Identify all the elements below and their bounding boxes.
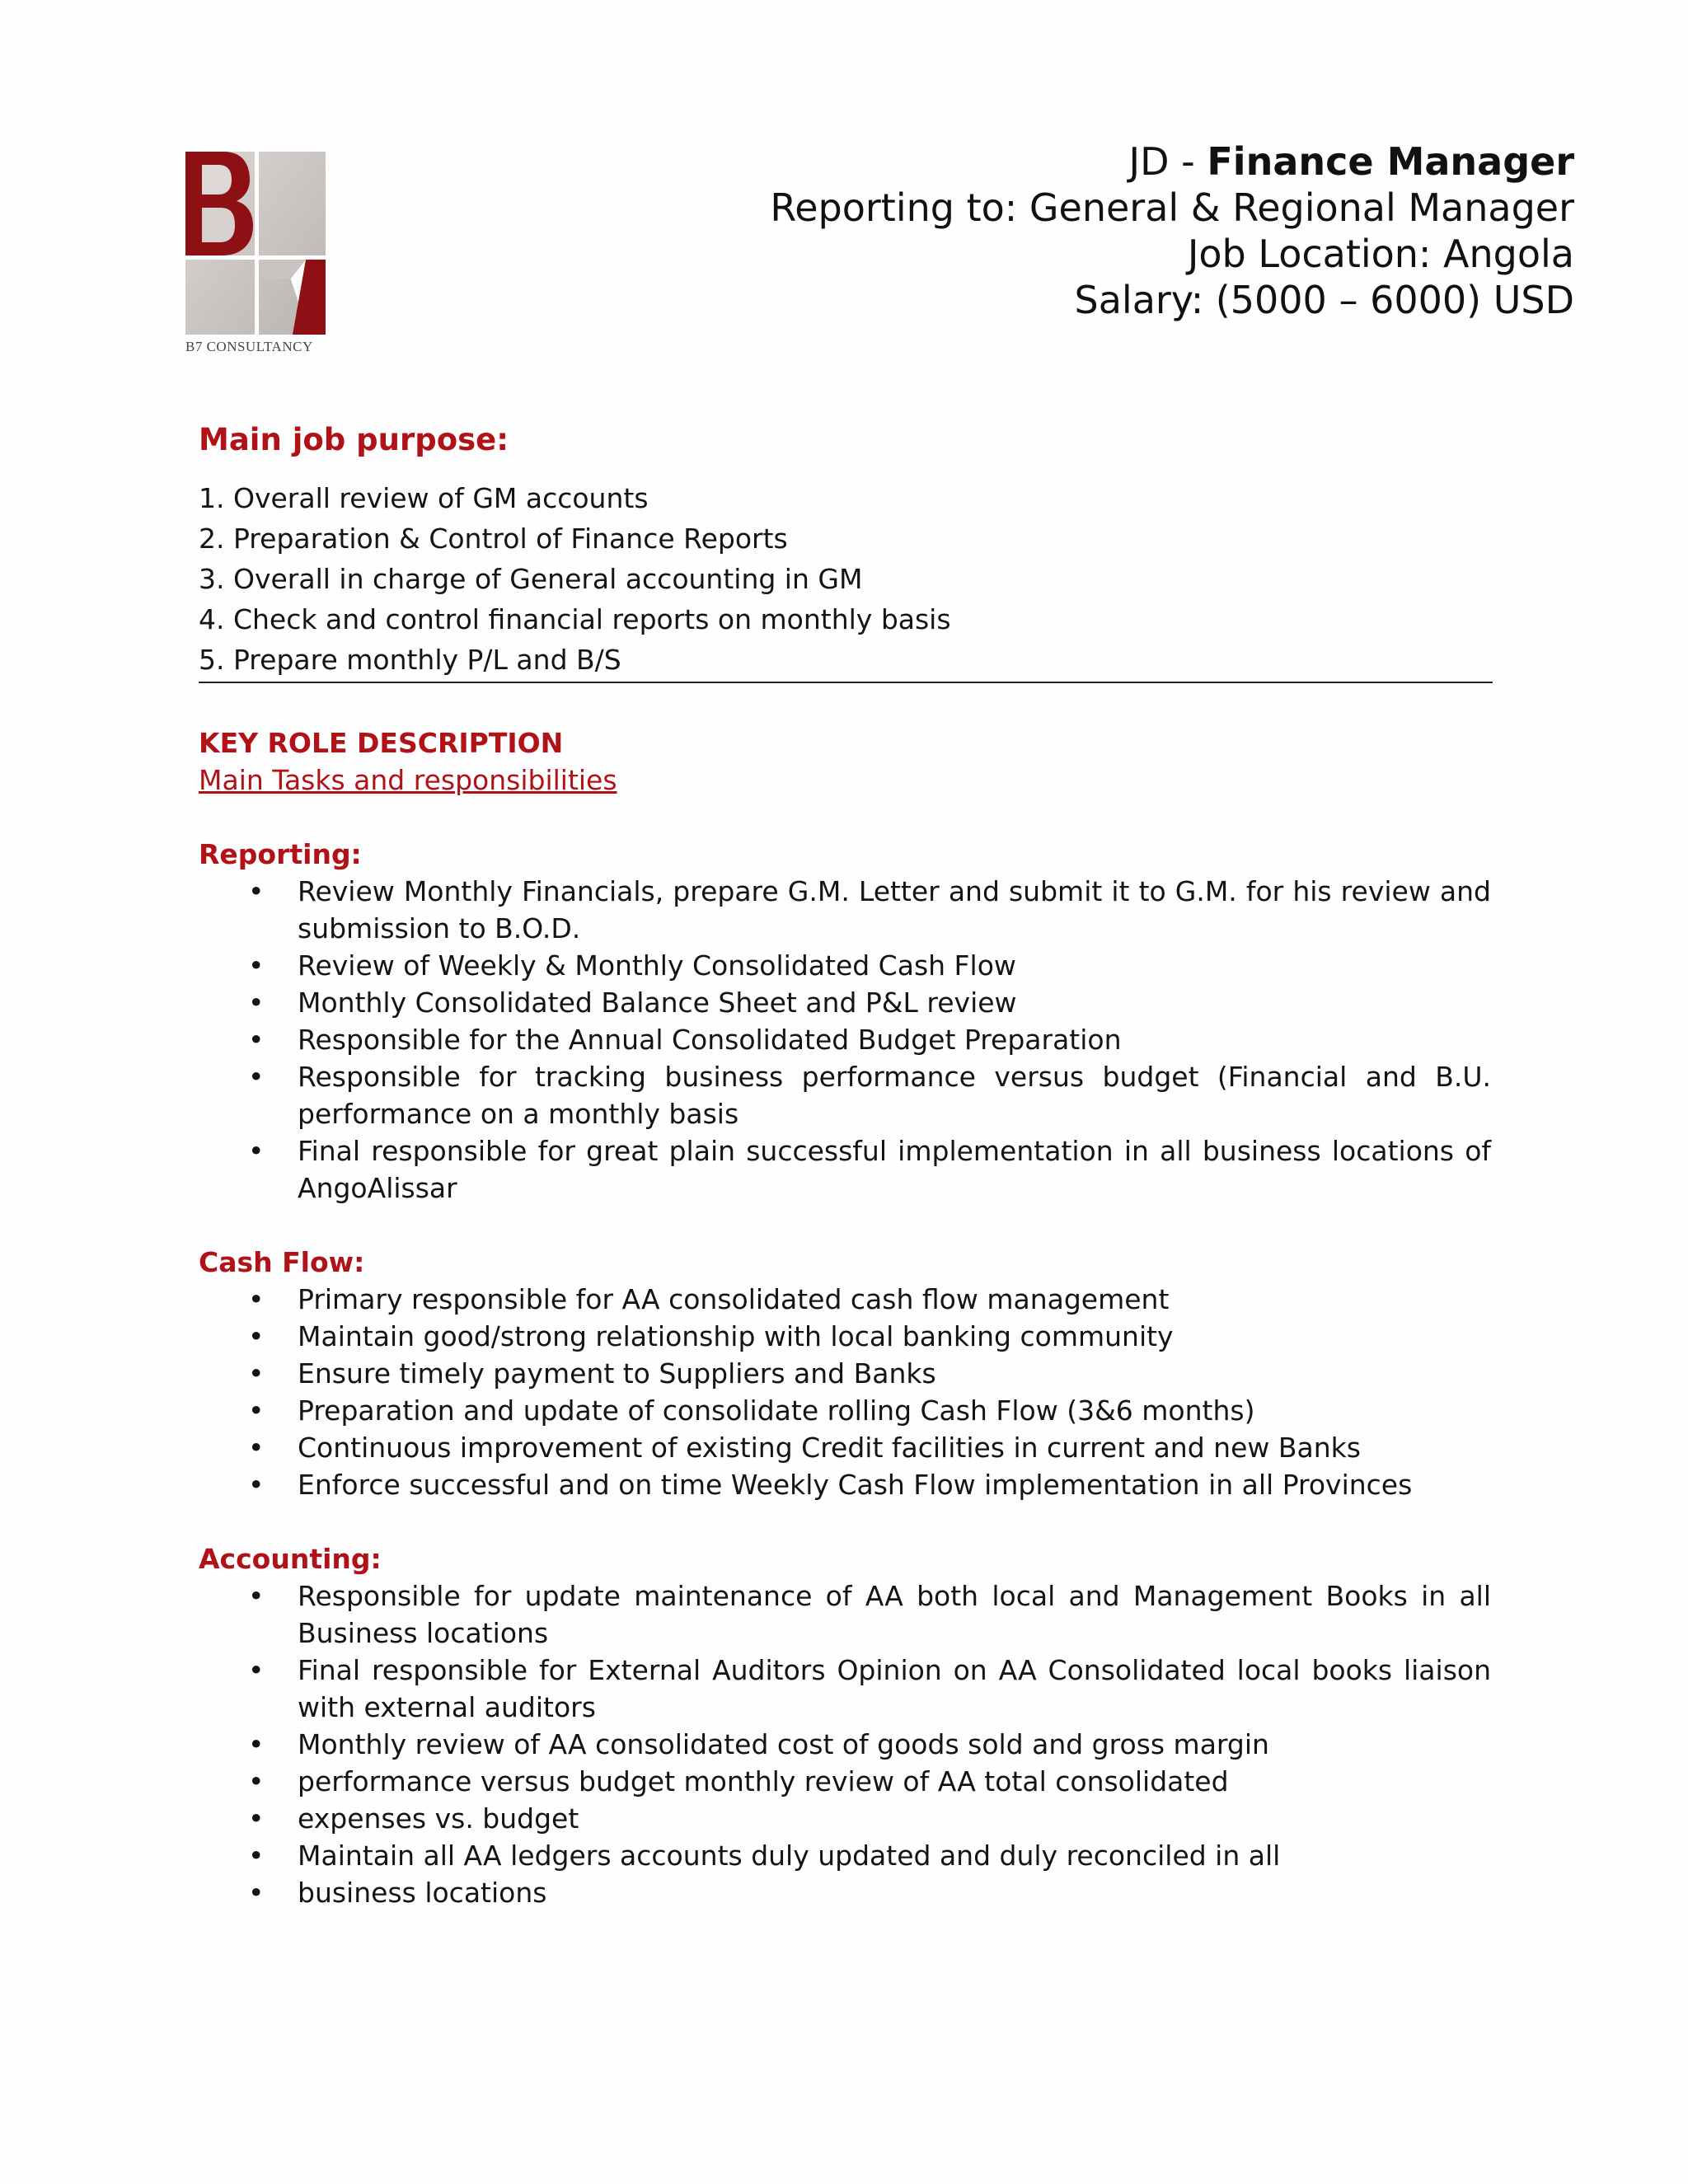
list-item-text: Ensure timely payment to Suppliers and Banks — [298, 1357, 936, 1390]
bullet-icon: • — [248, 1283, 265, 1315]
bullet-icon: • — [248, 1135, 265, 1167]
job-location: Job Location: Angola — [1187, 232, 1574, 276]
list-item-text: Responsible for tracking business performance versus budget (Financial and B.U. performance on a monthly basis — [298, 1061, 1491, 1130]
list-item-text: business locations — [298, 1877, 547, 1909]
key-role-heading: KEY ROLE DESCRIPTION — [199, 727, 564, 759]
job-header — [770, 138, 1574, 323]
cash-flow-heading: Cash Flow: — [199, 1246, 365, 1278]
bullet-icon: • — [248, 1061, 265, 1093]
bullet-icon: • — [248, 1765, 265, 1797]
list-item-text: performance versus budget monthly review of AA total consolidated — [298, 1765, 1229, 1797]
logo-caption: B7 CONSULTANCY — [185, 339, 313, 354]
list-item-text: Enforce successful and on time Weekly Cash Flow implementation in all Provinces — [298, 1469, 1413, 1501]
bullet-icon: • — [248, 1320, 265, 1352]
salary: Salary: (5000 – 6000) USD — [1074, 278, 1574, 322]
list-item-text: Review of Weekly & Monthly Consolidated Cash Flow — [298, 949, 1016, 982]
list-item-text: Final responsible for External Auditors Opinion on AA Consolidated local books liaison with external auditors — [298, 1654, 1491, 1723]
reporting-to: Reporting to: General & Regional Manager — [770, 185, 1574, 230]
list-item-text: Responsible for the Annual Consolidated Budget Preparation — [298, 1024, 1122, 1056]
list-item-text: Preparation and update of consolidate rolling Cash Flow (3&6 months) — [298, 1394, 1255, 1427]
list-item — [199, 1021, 1491, 1058]
list-item-text: Primary responsible for AA consolidated cash flow management — [298, 1283, 1170, 1315]
purpose-item: 2. Preparation & Control of Finance Reports — [199, 523, 788, 555]
list-item — [199, 1132, 1491, 1207]
main-job-purpose-list — [199, 478, 1493, 680]
list-item — [199, 1392, 1491, 1429]
bullet-icon: • — [248, 1580, 265, 1612]
accounting-list — [199, 1577, 1493, 1911]
reporting-list — [199, 873, 1493, 1207]
list-item-text: expenses vs. budget — [298, 1802, 579, 1835]
section-divider — [199, 682, 1493, 683]
list-item — [199, 1874, 1491, 1911]
list-item — [199, 1058, 1491, 1132]
bullet-icon: • — [248, 1432, 265, 1464]
list-item — [199, 947, 1491, 984]
list-item — [199, 873, 1491, 947]
accounting-heading: Accounting: — [199, 1543, 382, 1575]
main-tasks-subheading: Main Tasks and responsibilities — [199, 764, 617, 796]
list-item — [199, 1800, 1491, 1837]
purpose-item: 5. Prepare monthly P/L and B/S — [199, 644, 621, 676]
bullet-icon: • — [248, 1469, 265, 1501]
list-item — [199, 1355, 1491, 1392]
list-item — [199, 984, 1491, 1021]
list-item — [199, 1577, 1491, 1652]
purpose-item: 4. Check and control financial reports on monthly basis — [199, 603, 951, 635]
b7-consultancy-logo — [185, 147, 334, 361]
job-description-body — [199, 419, 1493, 1911]
list-item — [199, 1652, 1491, 1726]
bullet-icon: • — [248, 1840, 265, 1872]
list-item — [199, 1318, 1491, 1355]
purpose-item: 1. Overall review of GM accounts — [199, 482, 649, 514]
jd-prefix: JD - — [1128, 139, 1207, 184]
list-item — [199, 1281, 1491, 1318]
list-item — [199, 1763, 1491, 1800]
list-item-text: Maintain all AA ledgers accounts duly updated and duly reconciled in all — [298, 1840, 1281, 1872]
list-item-text: Continuous improvement of existing Credit facilities in current and new Banks — [298, 1432, 1361, 1464]
reporting-heading: Reporting: — [199, 838, 362, 870]
bullet-icon: • — [248, 1728, 265, 1760]
bullet-icon: • — [248, 1802, 265, 1835]
list-item — [199, 1837, 1491, 1874]
purpose-item: 3. Overall in charge of General accounting in GM — [199, 563, 863, 595]
bullet-icon: • — [248, 987, 265, 1019]
list-item-text: Review Monthly Financials, prepare G.M. Letter and submit it to G.M. for his review and submission to B.O.D. — [298, 875, 1491, 944]
bullet-icon: • — [248, 949, 265, 982]
cash-flow-list — [199, 1281, 1493, 1503]
job-title: Finance Manager — [1207, 139, 1574, 184]
main-job-purpose-heading: Main job purpose: — [199, 422, 509, 457]
logo-mark — [185, 147, 334, 335]
bullet-icon: • — [248, 1877, 265, 1909]
job-title-line — [770, 138, 1574, 185]
bullet-icon: • — [248, 1654, 265, 1686]
list-item-text: Monthly review of AA consolidated cost of goods sold and gross margin — [298, 1728, 1269, 1760]
bullet-icon: • — [248, 1024, 265, 1056]
list-item-text: Responsible for update maintenance of AA both local and Management Books in all Business locations — [298, 1580, 1491, 1649]
list-item — [199, 1429, 1491, 1466]
list-item-text: Maintain good/strong relationship with local banking community — [298, 1320, 1174, 1352]
bullet-icon: • — [248, 1394, 265, 1427]
bullet-icon: • — [248, 875, 265, 907]
list-item-text: Monthly Consolidated Balance Sheet and P&L review — [298, 987, 1017, 1019]
list-item — [199, 1466, 1491, 1503]
bullet-icon: • — [248, 1357, 265, 1390]
list-item — [199, 1726, 1491, 1763]
list-item-text: Final responsible for great plain successful implementation in all business locations of AngoAlissar — [298, 1135, 1491, 1204]
